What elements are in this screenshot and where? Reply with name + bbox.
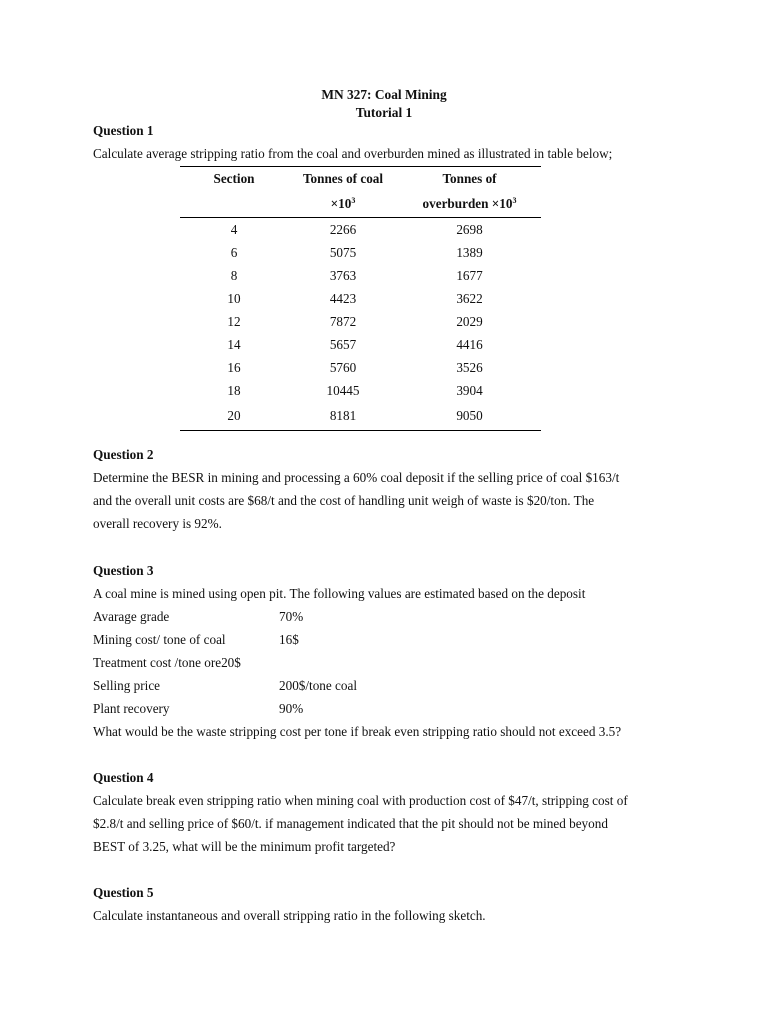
course-title: MN 327: Coal Mining: [321, 87, 447, 102]
table-cell: 2698: [456, 221, 483, 237]
question-3-intro: A coal mine is mined using open pit. The following values are estimated based on the deposit: [93, 586, 586, 601]
table-cell: 8181: [288, 402, 398, 431]
question-4-heading: Question 4: [93, 770, 154, 785]
table-cell: 1389: [456, 244, 483, 260]
table-cell: 16: [227, 359, 241, 375]
col-section-header: Section: [180, 167, 288, 191]
question-2-heading: Question 2: [93, 447, 154, 462]
table-row: [180, 402, 541, 431]
table-cell: 14: [227, 336, 241, 352]
question-1-heading: Question 1: [93, 123, 154, 138]
table-row: [180, 333, 541, 356]
table-cell: 1677: [456, 267, 483, 283]
tutorial-title: Tutorial 1: [355, 105, 413, 120]
table-cell: 8: [230, 267, 238, 283]
col-overburden-unit: overburden $\times 10^3$: [398, 190, 541, 218]
question-2-line: overall recovery is 92%.: [93, 516, 222, 531]
question-5-text: Calculate instantaneous and overall stripping ratio in the following sketch.: [93, 908, 486, 923]
table-cell: 10: [227, 290, 241, 306]
question-5-heading: Question 5: [93, 885, 154, 900]
table-cell: 5760: [329, 359, 357, 375]
param-row: Selling price 200$/tone coal: [93, 678, 358, 693]
table-cell: 3622: [456, 290, 483, 306]
question-3-text: What would be the waste stripping cost per tone if break even stripping ratio should not exceed 3.5?: [93, 724, 622, 739]
param-row: Treatment cost /tone ore20$: [93, 655, 241, 670]
table-row: [180, 241, 541, 264]
table-cell: 5075: [329, 244, 357, 260]
table-cell: 4416: [456, 336, 483, 352]
param-row: Avarage grade 70%: [93, 609, 304, 624]
table-cell: 7872: [329, 313, 357, 329]
table-row: [180, 287, 541, 310]
question-4-line: BEST of 3.25, what will be the minimum profit targeted?: [93, 839, 396, 854]
param-row: Plant recovery 90%: [93, 701, 304, 716]
table-row: [180, 379, 541, 402]
question-1-text: Calculate average stripping ratio from the coal and overburden mined as illustrated in table below;: [93, 146, 613, 161]
table-cell: 3904: [456, 382, 483, 398]
table-row: [180, 264, 541, 287]
table-row: [180, 218, 541, 242]
table-cell: 9050: [398, 402, 541, 431]
question-4-line: $2.8/t and selling price of $60/t. if management indicated that the pit should not be mined beyond: [93, 816, 608, 831]
param-row: Mining cost/ tone of coal 16$: [93, 632, 299, 647]
table-cell: 3763: [329, 267, 357, 283]
table-row: [180, 310, 541, 333]
table-cell: 2029: [456, 313, 483, 329]
table-cell: 6: [230, 244, 238, 260]
table-cell: 4: [230, 221, 238, 237]
question-3-heading: Question 3: [93, 563, 154, 578]
table-row: [180, 356, 541, 379]
col-coal-header: Tonnes of coal: [288, 167, 398, 191]
table-cell: 18: [227, 382, 241, 398]
question-2-line: Determine the BESR in mining and processing a 60% coal deposit if the selling price of coal $163/t: [93, 470, 620, 485]
table-cell: 5657: [329, 336, 357, 352]
table-cell: 2266: [329, 221, 357, 237]
table-cell: 20: [180, 402, 288, 431]
col-coal-unit: $\times 10^3$: [288, 190, 398, 218]
table-cell: 4423: [329, 290, 357, 306]
coal-overburden-table: [180, 166, 541, 431]
question-4-line: Calculate break even stripping ratio when mining coal with production cost of $47/t, stripping cost of: [93, 793, 628, 808]
table-cell: 12: [227, 313, 241, 329]
table-cell: 3526: [456, 359, 483, 375]
question-2-line: and the overall unit costs are $68/t and the cost of handling unit weigh of waste is $20/ton. The: [93, 493, 595, 508]
table-cell: 10445: [326, 382, 360, 398]
col-overburden-header: Tonnes of: [398, 167, 541, 191]
